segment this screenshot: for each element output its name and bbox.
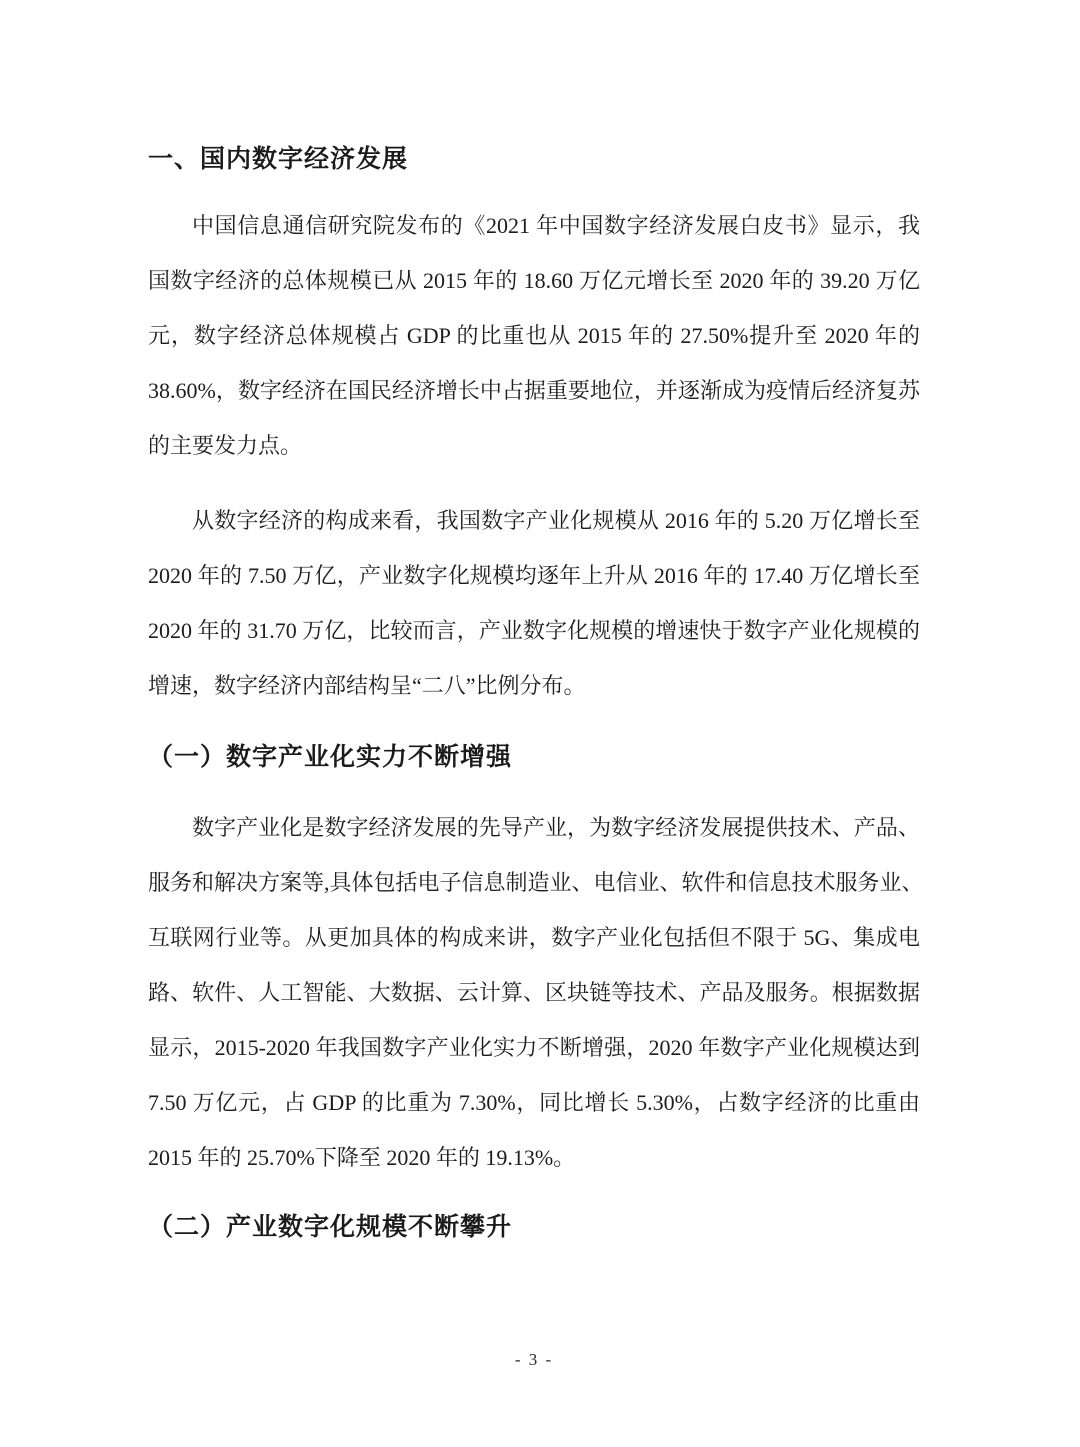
paragraph-line: 显示，2015-2020 年我国数字产业化实力不断增强，2020 年数字产业化规模达到: [148, 1035, 920, 1060]
paragraph-2: [148, 493, 920, 713]
paragraph-line: 7.50 万亿元，占 GDP 的比重为 7.30%，同比增长 5.30%，占数字经济的比重由: [148, 1090, 920, 1115]
document-content: [0, 142, 1080, 1371]
paragraph-line: 38.60%，数字经济在国民经济增长中占据重要地位，并逐渐成为疫情后经济复苏: [148, 378, 920, 403]
section-heading-3: （二）产业数字化规模不断攀升: [148, 1213, 513, 1241]
paragraph-1: [148, 198, 920, 473]
page-number: - 3 -: [514, 1350, 554, 1369]
paragraph-line: 数字产业化是数字经济发展的先导产业，为数字经济发展提供技术、产品、: [192, 815, 920, 840]
paragraph-3: [148, 800, 924, 1185]
paragraph-line: 元，数字经济总体规模占 GDP 的比重也从 2015 年的 27.50%提升至 2020 年的: [148, 323, 920, 348]
paragraph-line: 中国信息通信研究院发布的《2021 年中国数字经济发展白皮书》显示，我: [192, 213, 920, 238]
section-heading-2: （一）数字产业化实力不断增强: [148, 743, 513, 771]
paragraph-line: 服务和解决方案等,具体包括电子信息制造业、电信业、软件和信息技术服务业、: [148, 870, 924, 895]
paragraph-line: 增速，数字经济内部结构呈“二八”比例分布。: [148, 673, 586, 698]
paragraph-line: 2020 年的 7.50 万亿，产业数字化规模均逐年上升从 2016 年的 17.40 万亿增长至: [148, 563, 920, 588]
paragraph-line: 2020 年的 31.70 万亿，比较而言，产业数字化规模的增速快于数字产业化规模的: [148, 618, 920, 643]
paragraph-line: 互联网行业等。从更加具体的构成来讲，数字产业化包括但不限于 5G、集成电: [148, 925, 920, 950]
paragraph-line: 2015 年的 25.70%下降至 2020 年的 19.13%。: [148, 1145, 576, 1170]
section-heading-1: 一、国内数字经济发展: [148, 145, 409, 173]
paragraph-line: 路、软件、人工智能、大数据、云计算、区块链等技术、产品及服务。根据数据: [148, 980, 920, 1005]
paragraph-line: 国数字经济的总体规模已从 2015 年的 18.60 万亿元增长至 2020 年的 39.20 万亿: [148, 268, 920, 293]
paragraph-line: 从数字经济的构成来看，我国数字产业化规模从 2016 年的 5.20 万亿增长至: [192, 508, 920, 533]
paragraph-line: 的主要发力点。: [148, 433, 303, 458]
